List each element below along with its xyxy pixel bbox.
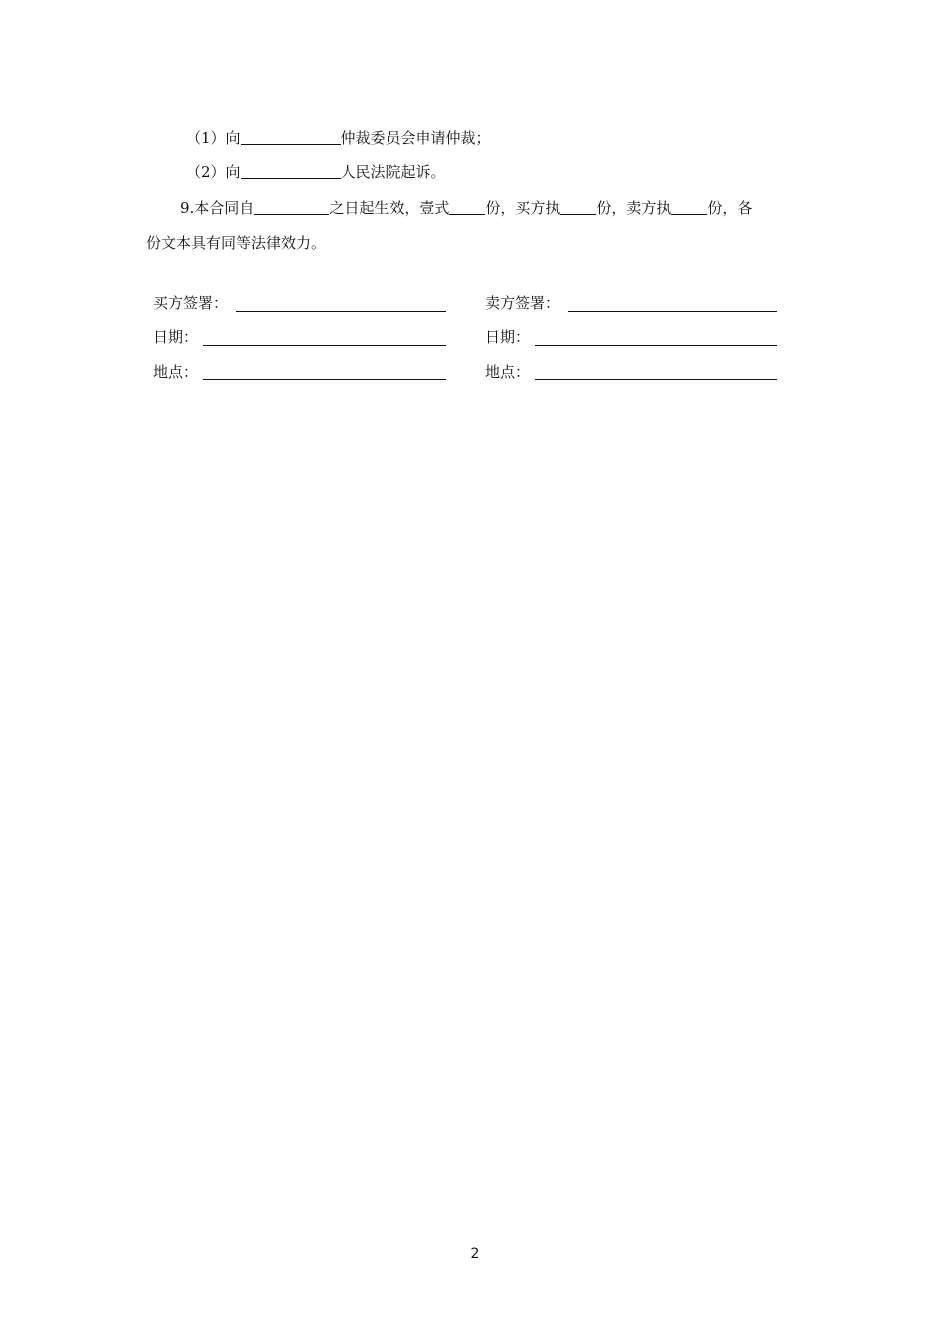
buyer-copies-blank[interactable] <box>560 198 596 215</box>
clause-9-line-1 <box>180 197 752 219</box>
buyer-place-label: 地点： <box>153 363 199 381</box>
arbitration-committee-blank[interactable] <box>241 128 341 145</box>
seller-date-label: 日期： <box>485 328 531 346</box>
clause-9-part-2: 之日起生效，壹式 <box>329 199 450 217</box>
clause-9-part-3: 份，买方执 <box>485 199 561 217</box>
seller-date-line[interactable] <box>535 345 777 346</box>
seller-copies-blank[interactable] <box>671 198 707 215</box>
total-copies-blank[interactable] <box>449 198 485 215</box>
clause-9-line-2 <box>146 232 326 254</box>
clause-9-part-5: 份，各 <box>707 199 753 217</box>
option-1-prefix: （1）向 <box>186 129 241 147</box>
option-2-prefix: （2）向 <box>186 163 241 181</box>
option-2-suffix: 人民法院起诉。 <box>340 163 446 181</box>
seller-place-line[interactable] <box>535 379 777 380</box>
clause-9-part-1: 9.本合同自 <box>180 199 255 217</box>
seller-place-label: 地点： <box>485 363 531 381</box>
option-1-suffix: 仲裁委员会申请仲裁； <box>340 129 491 147</box>
clause-9-line-2-text: 份文本具有同等法律效力。 <box>146 234 327 252</box>
buyer-sign-label: 买方签署： <box>153 294 229 312</box>
buyer-place-line[interactable] <box>203 379 446 380</box>
clause-9-part-4: 份，卖方执 <box>596 199 672 217</box>
seller-sign-label: 卖方签署： <box>485 294 561 312</box>
court-blank[interactable] <box>241 162 341 179</box>
clause-option-arbitration <box>186 127 491 149</box>
buyer-date-line[interactable] <box>203 345 446 346</box>
buyer-date-label: 日期： <box>153 328 199 346</box>
seller-sign-line[interactable] <box>568 311 777 312</box>
page-number: 2 <box>470 1246 480 1262</box>
effective-date-blank[interactable] <box>254 198 329 215</box>
clause-option-court <box>186 161 446 183</box>
buyer-sign-line[interactable] <box>236 311 446 312</box>
